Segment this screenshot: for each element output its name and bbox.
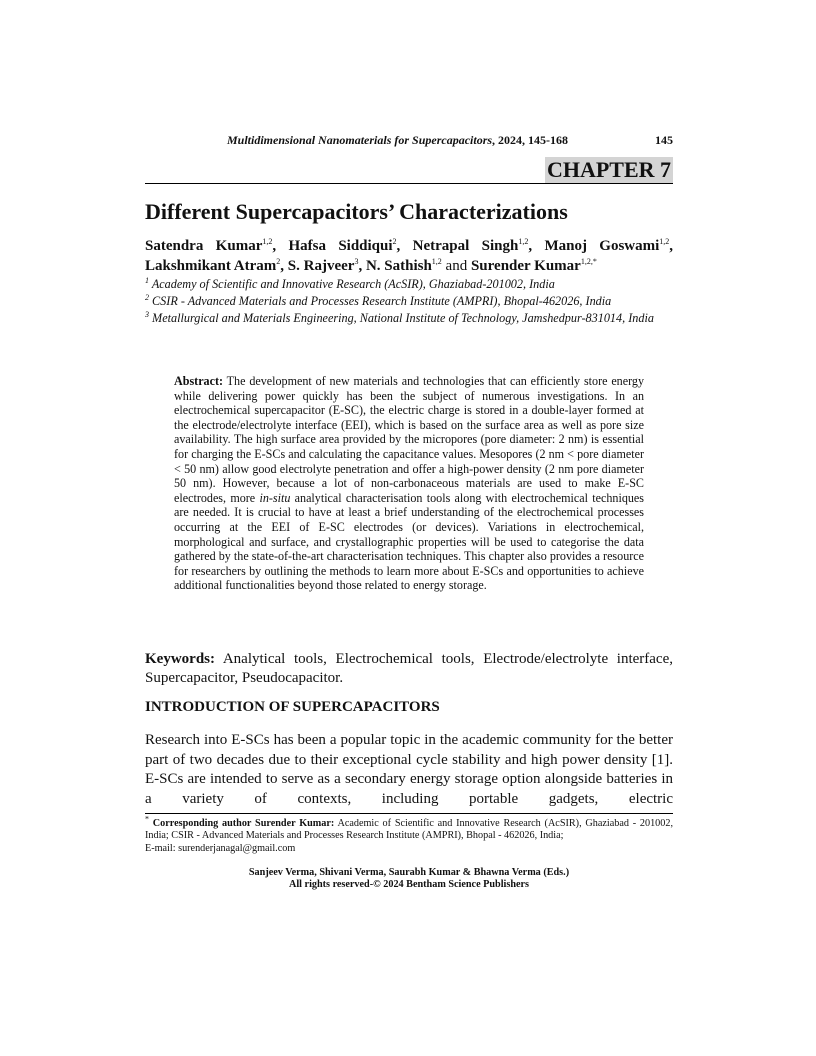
footnote <box>145 814 673 855</box>
affiliation-marker: 1 <box>145 275 149 285</box>
affiliation-marker: 2 <box>145 292 149 302</box>
author-affiliation-marker: 1,2 <box>659 237 670 246</box>
abstract-label: Abstract: <box>174 374 224 388</box>
author-name: Netrapal Singh <box>412 238 519 254</box>
author-affiliation-marker: 2 <box>392 237 397 246</box>
author-separator: , <box>272 238 289 254</box>
author-affiliation-marker: 1,2 <box>262 237 273 246</box>
chapter-label: CHAPTER 7 <box>546 157 671 182</box>
abstract-text-2: analytical characterisation tools along with electrochemical techniques are needed. It is crucial to have at least a brief understanding of the electrochemical processes occurring at the EEI of E-SC electrodes (or devices). Variations in electrochemical, morphological and surface, and crystallographic properties will be used to categorise the data gathered by the state-of-the-art characterisation techniques. This chapter also provides a resource for researchers by outlining the methods to learn more about E-SCs and opportunities to achieve additional functionalities beyond those related to energy storage. <box>174 490 644 593</box>
paper-title: Different Supercapacitors’ Characterizations <box>145 199 568 224</box>
abstract <box>174 374 644 593</box>
affiliation <box>145 294 673 309</box>
footnote-marker: * <box>145 814 149 824</box>
author-name: S. Rajveer <box>287 258 355 274</box>
author-separator: , <box>396 238 413 254</box>
editors-line: Sanjeev Verma, Shivani Verma, Saurabh Kumar & Bhawna Verma (Eds.) <box>248 867 570 878</box>
author-affiliation-marker: 1,2 <box>518 237 529 246</box>
keywords <box>145 650 673 688</box>
abstract-italic: in-situ <box>259 490 291 505</box>
author-name: Manoj Goswami <box>544 238 660 254</box>
page-number: 145 <box>655 133 673 147</box>
author-separator: , <box>528 238 545 254</box>
author-separator: , <box>280 258 288 274</box>
footnote-email: E-mail: surenderjanagal@gmail.com <box>145 842 296 854</box>
author-name: Hafsa Siddiqui <box>288 238 393 254</box>
section-heading: INTRODUCTION OF SUPERCAPACITORS <box>145 699 440 715</box>
author-separator: , <box>358 258 366 274</box>
publisher-block <box>145 867 673 891</box>
journal-details: , 2024, 145-168 <box>492 133 569 147</box>
author-name: Lakshmikant Atram <box>145 258 277 274</box>
author-list <box>145 236 673 276</box>
author-affiliation-marker: 1,2,* <box>580 257 597 266</box>
footnote-divider <box>145 813 673 814</box>
author-name: N. Sathish <box>365 258 432 274</box>
affiliation-marker: 3 <box>145 309 149 319</box>
chapter-header <box>145 157 673 184</box>
journal-citation <box>227 133 568 148</box>
abstract-text-1: The development of new materials and technologies that can efficiently store energy while delivering power quickly has been the subject of numerous investigations. In an electrochemical supercapacitor (E-SC), the electric charge is stored in a double-layer formed at the electrode/electrolyte interface (EEI), which is based on the surface area as well as pore size availability. The high surface area provided by the micropores (pore diameter: 2 nm) is essential for charging the E-SCs and calculating the capacitance values. Mesopores (2 nm < pore diameter < 50 nm) allow good electrolyte penetration and offer a high-power density (2 nm pore diameter 50 nm). However, because a lot of non-carbonaceous materials are used to make E-SC electrodes, more <box>174 374 644 505</box>
author-affiliation-marker: 1,2 <box>431 257 442 266</box>
keywords-text: Analytical tools, Electrochemical tools, Electrode/electrolyte interface, Supercapacitor, Pseudocapacitor. <box>145 651 673 686</box>
affiliation-text: CSIR - Advanced Materials and Processes Research Institute (AMPRI), Bhopal-462026, India <box>152 294 612 308</box>
body-paragraph: Research into E-SCs has been a popular topic in the academic community for the better part of two decades due to their exceptional cycle stability and high power density [1]. E-SCs are intended to serve as a secondary energy storage option alongside batteries in a variety of contexts, including portable gadgets, electric <box>145 732 673 807</box>
affiliation <box>145 277 673 292</box>
author-separator: , <box>669 238 674 254</box>
rights-line: All rights reserved-© 2024 Bentham Science Publishers <box>288 879 530 890</box>
footnote-text: Academic of Scientific and Innovative Research (AcSIR), Ghaziabad - 201002, India; CSIR - Advanced Materials and Processes Research Institute (AMPRI), Bhopal - 462026, India; <box>145 818 673 842</box>
author-separator: and <box>441 258 471 274</box>
affiliation-list <box>145 277 673 328</box>
author-name: Surender Kumar <box>470 258 581 274</box>
keywords-label: Keywords: <box>145 651 215 667</box>
affiliation <box>145 311 673 326</box>
affiliation-text: Metallurgical and Materials Engineering, National Institute of Technology, Jamshedpur-831014, India <box>152 311 654 325</box>
author-affiliation-marker: 2 <box>276 257 281 266</box>
journal-name: Multidimensional Nanomaterials for Supercapacitors <box>227 133 493 147</box>
author-name: Satendra Kumar <box>145 238 263 254</box>
author-affiliation-marker: 3 <box>354 257 359 266</box>
footnote-label: Corresponding author Surender Kumar: <box>149 818 335 829</box>
affiliation-text: Academy of Scientific and Innovative Research (AcSIR), Ghaziabad-201002, India <box>151 277 555 291</box>
